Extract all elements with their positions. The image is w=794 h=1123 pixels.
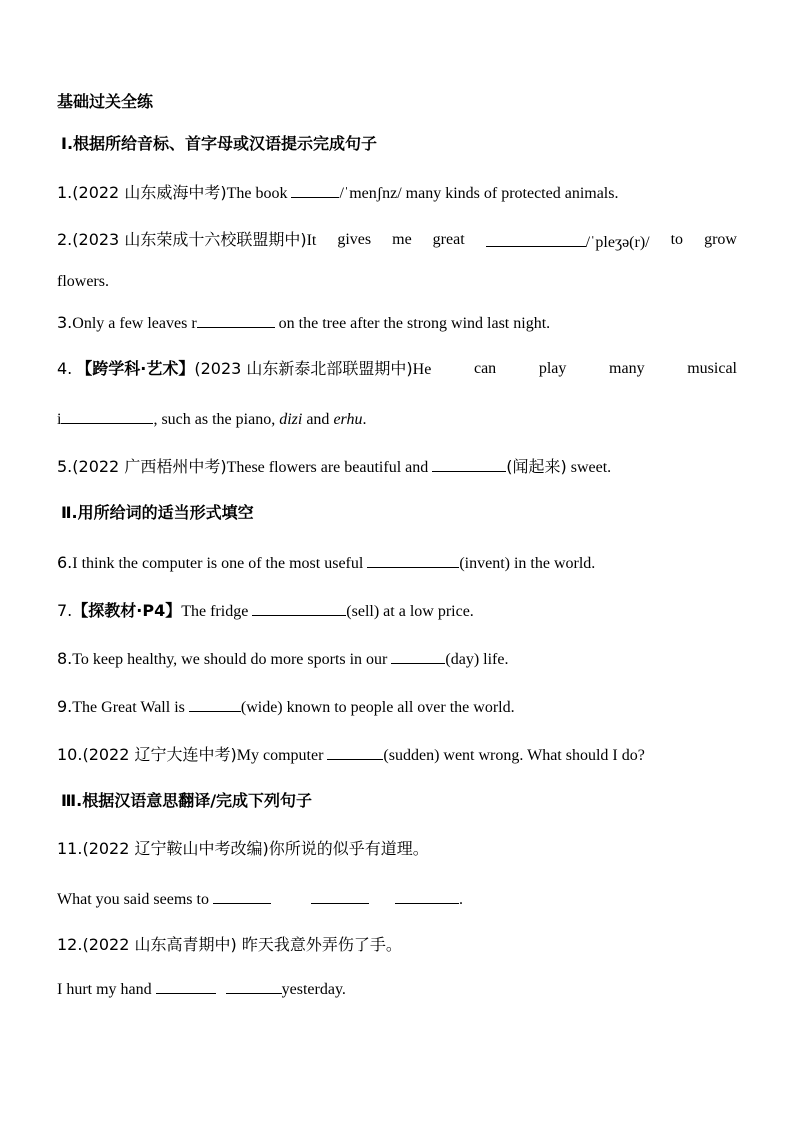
q9-text-b: known to people all over the world.	[282, 699, 515, 716]
q7-tag: 【探教材·P4】	[72, 601, 182, 620]
section-1-heading: Ⅰ.根据所给音标、首字母或汉语提示完成句子	[61, 134, 378, 153]
q4-word: musical	[687, 360, 737, 377]
q4-continuation	[57, 407, 366, 430]
section-3-heading: Ⅲ.根据汉语意思翻译/完成下列句子	[61, 791, 313, 810]
page-title: 基础过关全练	[57, 92, 154, 111]
question-4	[57, 359, 737, 380]
q2-source: (2023 山东荣成十六校联盟期中)	[72, 230, 307, 249]
q10-hint: (sudden)	[383, 747, 440, 764]
q11-blank-2[interactable]	[311, 887, 369, 904]
q9-blank[interactable]	[189, 695, 241, 712]
question-1	[57, 181, 618, 204]
question-6	[57, 551, 595, 574]
q6-hint: (invent)	[459, 555, 510, 572]
q11-answer-line	[57, 887, 463, 910]
q6-text-a: I think the computer is one of the most useful	[72, 555, 368, 572]
q10-text-b: went wrong. What should I do?	[439, 747, 645, 764]
q4-blank[interactable]	[61, 407, 153, 424]
q4-and: and	[302, 411, 334, 428]
q7-hint: (sell)	[346, 603, 380, 620]
question-2	[57, 230, 737, 253]
q1-number: 1.	[57, 183, 73, 202]
q8-text-b: life.	[479, 651, 509, 668]
q4-word: He	[412, 361, 432, 378]
question-7	[57, 599, 474, 622]
q11-chinese: 你所说的似乎有道理。	[268, 839, 429, 858]
q2-number: 2.	[57, 230, 73, 249]
q7-text-a: The fridge	[181, 603, 253, 620]
q2-word: great	[432, 231, 465, 248]
q10-blank[interactable]	[327, 743, 383, 760]
q4-cont-a: i	[57, 411, 62, 428]
q7-blank[interactable]	[252, 599, 346, 616]
q11-english: What you said seems to	[57, 891, 213, 908]
q2-continuation: flowers.	[57, 273, 109, 290]
q11-number: 11.	[57, 839, 83, 858]
q6-number: 6.	[57, 553, 73, 572]
q4-source: (2023 山东新泰北部联盟期中)	[194, 359, 413, 378]
q11-blank-1[interactable]	[213, 887, 271, 904]
q12-end: yesterday.	[281, 981, 346, 998]
q10-text-a: My computer	[236, 747, 328, 764]
q5-text-b: sweet.	[566, 459, 612, 476]
q2-word: grow	[704, 231, 737, 248]
q11-end: .	[458, 891, 463, 908]
q9-hint: (wide)	[240, 699, 283, 716]
q12-answer-line	[57, 977, 346, 1000]
q4-number: 4.	[57, 359, 73, 378]
q1-blank[interactable]	[291, 181, 339, 198]
q4-word: play	[538, 360, 567, 377]
q5-source: (2022 广西梧州中考)	[72, 457, 227, 476]
q4-end: .	[362, 411, 367, 428]
q5-text-a: These flowers are beautiful and	[226, 459, 433, 476]
q10-number: 10.	[57, 745, 83, 764]
q5-blank[interactable]	[432, 455, 506, 472]
q2-word: gives	[337, 231, 372, 248]
q5-hint: (闻起来)	[506, 457, 567, 476]
q1-source: (2022 山东威海中考)	[72, 183, 227, 202]
section-2-heading: Ⅱ.用所给词的适当形式填空	[61, 503, 254, 522]
q7-number: 7.	[57, 601, 73, 620]
q8-hint: (day)	[445, 651, 480, 668]
q3-blank[interactable]	[197, 311, 275, 328]
q2-blank[interactable]	[486, 230, 586, 247]
q8-number: 8.	[57, 649, 73, 668]
q8-text-a: To keep healthy, we should do more sports in our	[72, 651, 392, 668]
q8-blank[interactable]	[391, 647, 445, 664]
q12-chinese: 昨天我意外弄伤了手。	[236, 935, 402, 954]
q12-english: I hurt my hand	[57, 981, 156, 998]
q12-source: (2022 山东高青期中)	[82, 935, 237, 954]
q4-tag: 【跨学科·艺术】	[76, 359, 195, 378]
question-9	[57, 695, 515, 718]
q5-number: 5.	[57, 457, 73, 476]
q3-number: 3.	[57, 313, 73, 332]
q2-phonetic: /ˈpleʒə(r)/	[585, 234, 650, 251]
q2-word: to	[670, 231, 684, 248]
q4-word: can	[473, 360, 497, 377]
q4-item-dizi: dizi	[279, 411, 303, 428]
q7-text-b: at a low price.	[379, 603, 474, 620]
question-3	[57, 311, 550, 334]
q6-blank[interactable]	[367, 551, 459, 568]
q4-item-erhu: erhu	[333, 411, 363, 428]
q1-text-b: many kinds of protected animals.	[401, 185, 619, 202]
q4-cont-b: , such as the piano,	[153, 411, 280, 428]
q3-text-a: Only a few leaves r	[72, 315, 197, 332]
question-11	[57, 839, 429, 859]
q12-number: 12.	[57, 935, 83, 954]
q2-word: me	[392, 231, 412, 248]
question-10	[57, 743, 645, 766]
q9-text-a: The Great Wall is	[72, 699, 189, 716]
question-8	[57, 647, 508, 670]
question-5	[57, 455, 611, 478]
q11-blank-3[interactable]	[395, 887, 459, 904]
q1-phonetic: /ˈmenʃnz/	[339, 185, 402, 202]
q12-blank-2[interactable]	[226, 977, 282, 994]
q10-source: (2022 辽宁大连中考)	[82, 745, 237, 764]
q11-source: (2022 辽宁鞍山中考改编)	[82, 839, 269, 858]
question-12	[57, 935, 402, 955]
q4-word: many	[609, 360, 645, 377]
q6-text-b: in the world.	[509, 555, 596, 572]
q1-text-a: The book	[226, 185, 292, 202]
q3-text-b: on the tree after the strong wind last night.	[274, 315, 551, 332]
q9-number: 9.	[57, 697, 73, 716]
q2-word: It	[306, 232, 317, 249]
q12-blank-1[interactable]	[156, 977, 216, 994]
